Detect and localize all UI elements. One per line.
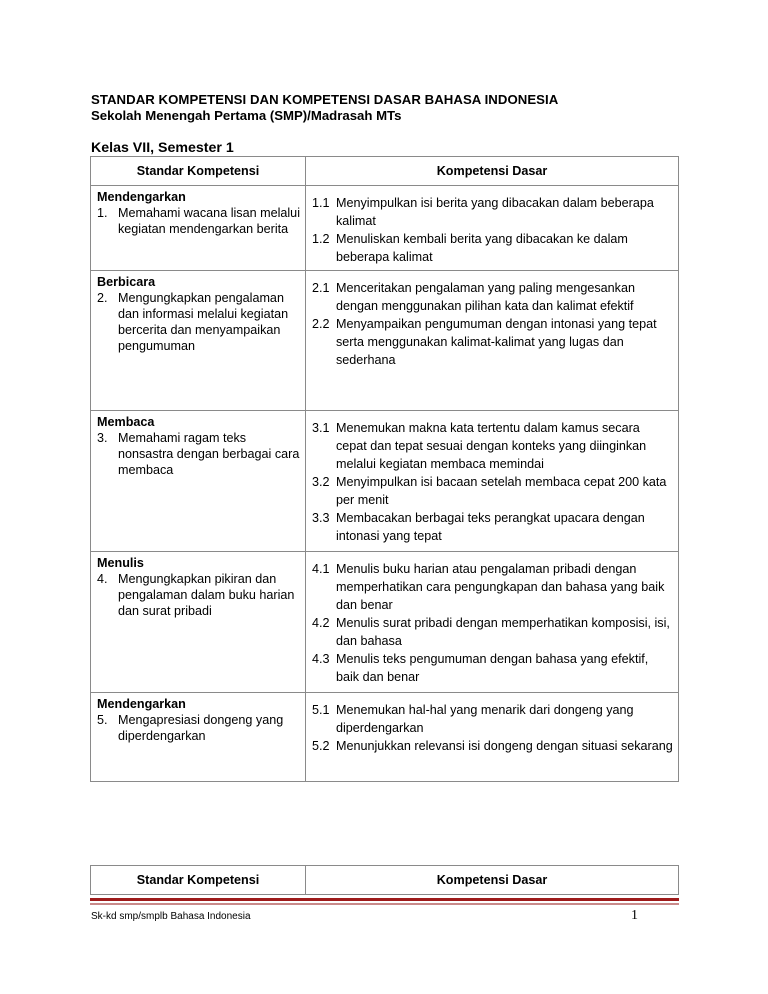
basic-competency-text: Menulis buku harian atau pengalaman pribadi dengan memperhatikan cara pengungkapan dan bahasa yang baik dan benar [336,562,665,612]
column-header-kd: Kompetensi Dasar [306,866,679,895]
basic-competency-text: Menunjukkan relevansi isi dongeng dengan situasi sekarang [336,739,673,753]
basic-competency-text: Menulis surat pribadi dengan memperhatikan komposisi, isi, dan bahasa [336,616,670,648]
basic-competency-number: 1.1 [312,196,330,210]
competency-table [90,156,679,782]
competency-number: 1. [97,206,108,220]
basic-competency-number: 1.2 [312,232,330,246]
column-header-sk: Standar Kompetensi [91,157,306,186]
basic-competency-cell [306,552,679,693]
class-semester-heading: Kelas VII, Semester 1 [91,140,234,156]
basic-competency-text: Menyimpulkan isi bacaan setelah membaca cepat 200 kata per menit [336,475,667,507]
standard-competency-cell [91,271,306,411]
basic-competency-item [312,194,674,230]
basic-competency-text: Menuliskan kembali berita yang dibacakan ke dalam beberapa kalimat [336,232,628,264]
basic-competency-number: 3.1 [312,421,330,435]
skill-area-label: Menulis [97,556,144,570]
basic-competency-number: 2.1 [312,281,330,295]
basic-competency-item [312,560,674,614]
competency-number: 3. [97,431,108,445]
table-row [91,552,679,693]
standard-competency-text: Mengungkapkan pikiran dan pengalaman dalam buku harian dan surat pribadi [118,572,295,618]
basic-competency-item [312,701,674,737]
basic-competency-cell [306,693,679,782]
basic-competency-text: Menyimpulkan isi berita yang dibacakan dalam beberapa kalimat [336,196,654,228]
skill-area-label: Mendengarkan [97,190,186,204]
footer-text: Sk-kd smp/smplb Bahasa Indonesia [91,911,251,922]
document-subtitle: Sekolah Menengah Pertama (SMP)/Madrasah MTs [91,108,402,123]
footer-rule-thin [90,903,679,905]
basic-competency-text: Membacakan berbagai teks perangkat upacara dengan intonasi yang tepat [336,511,645,543]
skill-area-label: Mendengarkan [97,697,186,711]
basic-competency-number: 2.2 [312,317,330,331]
competency-number: 4. [97,572,108,586]
standard-competency-cell [91,411,306,552]
competency-table-continued [90,865,679,895]
skill-area-label: Membaca [97,415,155,429]
table-header-row [91,157,679,186]
basic-competency-text: Menulis teks pengumuman dengan bahasa yang efektif, baik dan benar [336,652,649,684]
basic-competency-number: 5.2 [312,739,330,753]
basic-competency-number: 3.2 [312,475,330,489]
basic-competency-number: 5.1 [312,703,330,717]
basic-competency-cell [306,411,679,552]
standard-competency-text: Memahami ragam teks nonsastra dengan berbagai cara membaca [118,431,300,477]
basic-competency-number: 4.1 [312,562,330,576]
basic-competency-text: Menyampaikan pengumuman dengan intonasi yang tepat serta menggunakan kalimat-kalimat yang lugas dan sederhana [336,317,657,367]
skill-area-label: Berbicara [97,275,156,289]
basic-competency-text: Menemukan hal-hal yang menarik dari dongeng yang diperdengarkan [336,703,634,735]
basic-competency-number: 4.2 [312,616,330,630]
document-title: STANDAR KOMPETENSI DAN KOMPETENSI DASAR BAHASA INDONESIA [91,92,559,107]
competency-number: 2. [97,291,108,305]
standard-competency-cell [91,552,306,693]
page-number: 1 [631,908,638,923]
table-row [91,693,679,782]
footer-rule [90,898,679,901]
basic-competency-item [312,650,674,686]
basic-competency-item [312,473,674,509]
basic-competency-item [312,509,674,545]
basic-competency-number: 4.3 [312,652,330,666]
column-header-sk: Standar Kompetensi [91,866,306,895]
competency-number: 5. [97,713,108,727]
basic-competency-cell [306,271,679,411]
basic-competency-item [312,614,674,650]
standard-competency-text: Mengungkapkan pengalaman dan informasi melalui kegiatan bercerita dan menyampaikan pengumuman [118,291,289,353]
table-row [91,411,679,552]
basic-competency-text: Menemukan makna kata tertentu dalam kamus secara cepat dan tepat sesuai dengan konteks yang diinginkan melalui kegiatan membaca memindai [336,421,647,471]
column-header-kd: Kompetensi Dasar [306,157,679,186]
table-header-row [91,866,679,895]
competency-table-body [91,186,679,782]
table-row [91,186,679,271]
basic-competency-item [312,279,674,315]
basic-competency-item [312,315,674,369]
standard-competency-text: Mengapresiasi dongeng yang diperdengarkan [118,713,284,743]
basic-competency-text: Menceritakan pengalaman yang paling mengesankan dengan menggunakan pilihan kata dan kalimat efektif [336,281,635,313]
basic-competency-cell [306,186,679,271]
basic-competency-item [312,737,674,755]
basic-competency-item [312,419,674,473]
basic-competency-item [312,230,674,266]
basic-competency-number: 3.3 [312,511,330,525]
standard-competency-text: Memahami wacana lisan melalui kegiatan mendengarkan berita [118,206,300,236]
standard-competency-cell [91,186,306,271]
table-row [91,271,679,411]
standard-competency-cell [91,693,306,782]
